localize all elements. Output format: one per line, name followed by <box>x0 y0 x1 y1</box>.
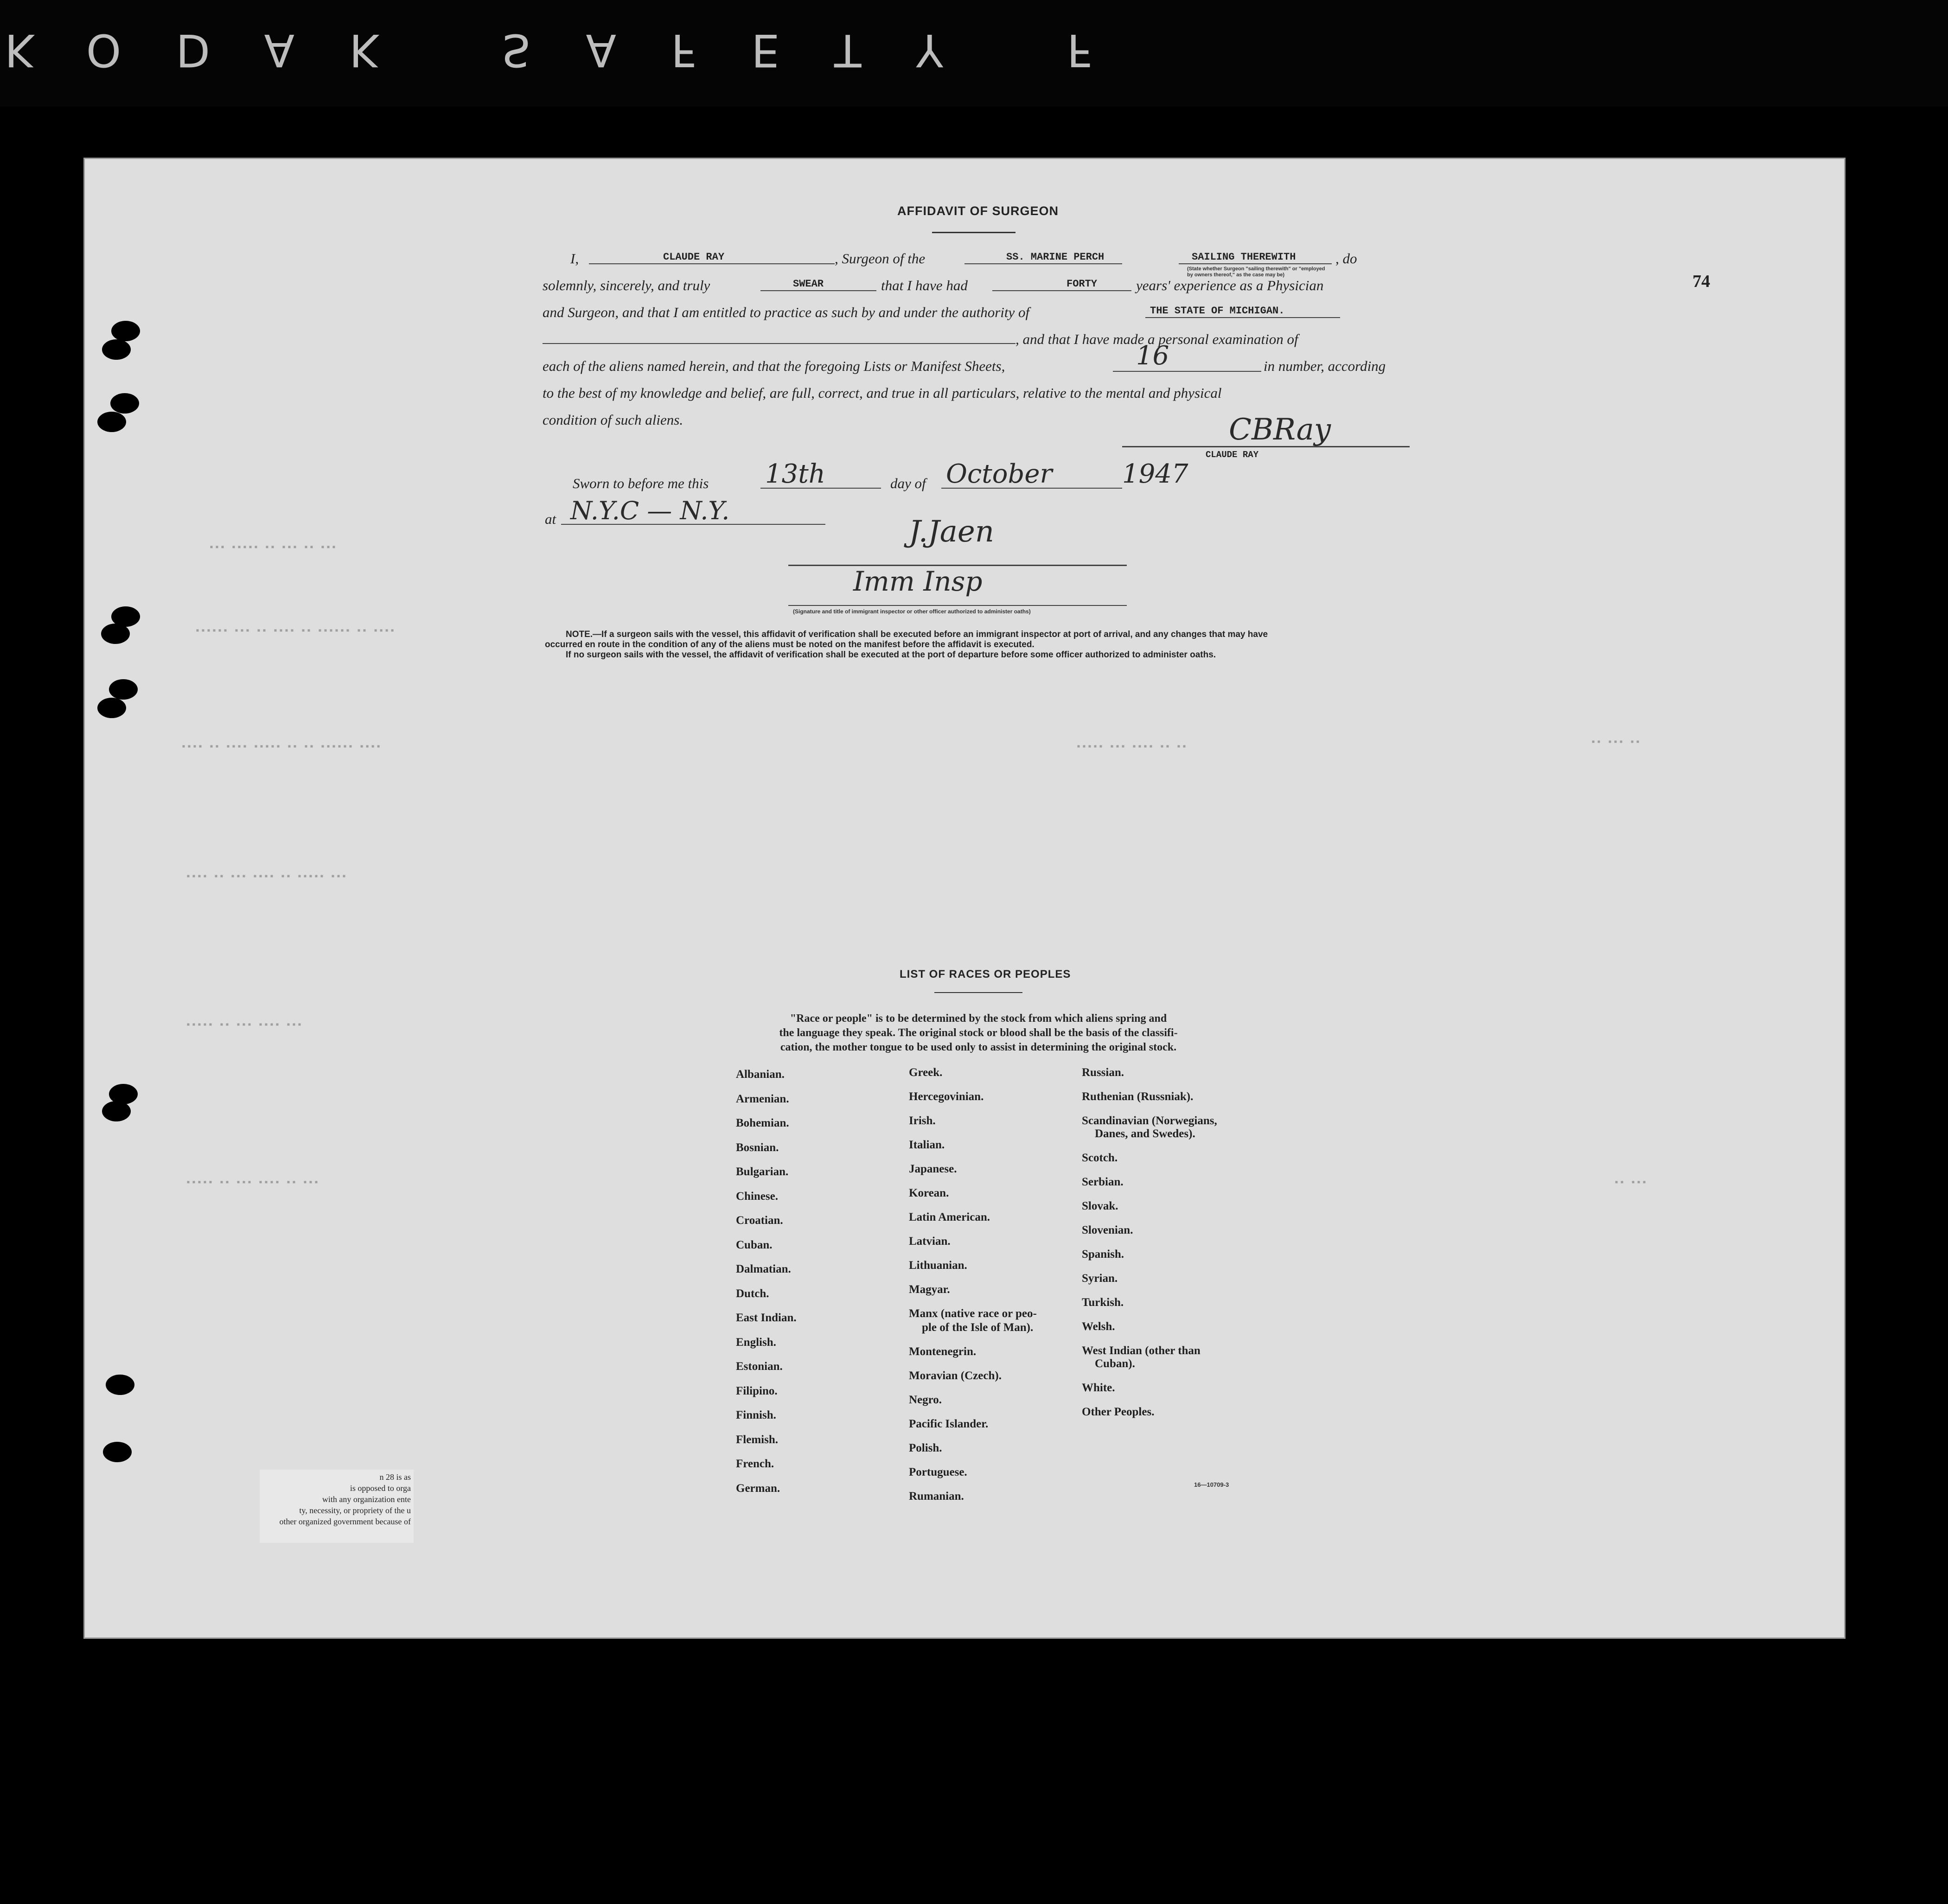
blank-line <box>543 343 1016 344</box>
document-page <box>83 158 1846 1639</box>
races-intro <box>733 1012 1224 1055</box>
race-item: White. <box>1082 1382 1115 1394</box>
licensing-authority: THE STATE OF MICHIGAN. <box>1150 305 1285 317</box>
races-column-2 <box>909 1061 1037 1509</box>
bleed-through-mark: ▪▪▪▪▪ ▪▪▪ ▪▪▪▪ ▪▪ ▪▪ <box>1076 742 1188 752</box>
sworn-day: 13th <box>765 459 825 489</box>
race-item: Finnish. <box>736 1409 776 1421</box>
race-item: Turkish. <box>1082 1296 1124 1309</box>
punch-hole <box>101 624 130 644</box>
blank-line <box>589 263 835 264</box>
race-item: Pacific Islander. <box>909 1418 989 1430</box>
race-item: Slovenian. <box>1082 1224 1133 1236</box>
blank-line <box>1113 371 1261 372</box>
fragment-text: ty, necessity, or propriety of the u <box>299 1506 411 1515</box>
surgeon-name: CLAUDE RAY <box>663 251 725 263</box>
affidavit-text: years' experience as a Physician <box>1136 277 1324 293</box>
affidavit-text: solemnly, sincerely, and truly <box>543 277 710 293</box>
fragment-text: n 28 is as <box>379 1472 411 1482</box>
race-item: Flemish. <box>736 1433 778 1446</box>
race-item: Albanian. <box>736 1068 785 1081</box>
race-item: Greek. <box>909 1066 943 1079</box>
race-item: Portuguese. <box>909 1466 967 1478</box>
race-item: Scotch. <box>1082 1152 1118 1164</box>
affidavit-text: Sworn to before me this <box>573 475 709 491</box>
race-item: Filipino. <box>736 1384 778 1397</box>
affidavit-text: , do <box>1335 250 1357 267</box>
affidavit-text: condition of such aliens. <box>543 412 683 428</box>
officer-caption: (Signature and title of immigrant inspector or other officer authorized to administer oaths) <box>793 608 1031 615</box>
race-item: Bosnian. <box>736 1141 779 1154</box>
race-item: East Indian. <box>736 1312 797 1324</box>
race-item: Serbian. <box>1082 1176 1124 1188</box>
punch-hole <box>109 679 138 700</box>
race-item: Estonian. <box>736 1360 783 1373</box>
punch-hole <box>106 1375 134 1395</box>
race-item: Bulgarian. <box>736 1165 789 1178</box>
race-item: Russian. <box>1082 1066 1124 1079</box>
race-item: Italian. <box>909 1139 945 1151</box>
affidavit-text: , Surgeon of the <box>835 250 926 267</box>
signature-line <box>788 605 1127 606</box>
punch-hole <box>103 1442 132 1462</box>
page-number: 74 <box>1693 272 1710 291</box>
race-item: Rumanian. <box>909 1490 964 1503</box>
race-item: West Indian (other than <box>1082 1344 1201 1357</box>
race-item: Hercegovinian. <box>909 1090 984 1103</box>
sheet-count: 16 <box>1136 341 1169 371</box>
race-item-continued: ple of the Isle of Man). <box>922 1321 1034 1334</box>
affidavit-text: , and that I have made a personal examination of <box>1016 331 1298 347</box>
race-item: Welsh. <box>1082 1320 1115 1333</box>
race-item: Spanish. <box>1082 1248 1124 1261</box>
form-number: 16—10709-3 <box>1194 1481 1229 1488</box>
race-item: Cuban. <box>736 1238 773 1251</box>
race-item: Lithuanian. <box>909 1259 967 1272</box>
status-note: (State whether Surgeon "sailing therewith" or "employed by owners thereof," as the case may be) <box>1187 266 1325 278</box>
race-item: Negro. <box>909 1394 942 1406</box>
years-experience: FORTY <box>1067 278 1098 290</box>
race-item: Korean. <box>909 1187 949 1199</box>
race-item: Moravian (Czech). <box>909 1369 1002 1382</box>
title-underline <box>934 992 1022 993</box>
affidavit-text: I, <box>570 250 579 267</box>
races-column-1 <box>736 1063 797 1501</box>
affidavit-note: If no surgeon sails with the vessel, the affidavit of verification shall be executed at the port of departure before some officer authorized to administer oaths. <box>566 650 1216 660</box>
punch-hole <box>97 698 126 718</box>
bleed-through-mark: ▪▪▪▪▪▪ ▪▪▪ ▪▪ ▪▪▪▪ ▪▪ ▪▪▪▪▪▪ ▪▪ ▪▪▪▪ <box>195 626 396 637</box>
punch-hole <box>102 1101 131 1121</box>
races-intro-line: "Race or people" is to be determined by the stock from which aliens spring and <box>790 1012 1167 1025</box>
fragment-text: is opposed to orga <box>350 1484 411 1493</box>
race-item: Slovak. <box>1082 1200 1118 1212</box>
affidavit-title: AFFIDAVIT OF SURGEON <box>897 204 1059 218</box>
punch-hole <box>110 393 139 414</box>
races-column-3 <box>1082 1061 1217 1424</box>
film-edge <box>0 0 1948 107</box>
affidavit-text: to the best of my knowledge and belief, are full, correct, and true in all particulars, relative to the mental and physical <box>543 385 1222 401</box>
title-underline <box>932 232 1016 233</box>
officer-title-signature: Imm Insp <box>853 566 983 597</box>
bleed-through-mark: ▪▪ ▪▪▪ ▪▪ <box>1590 737 1641 748</box>
race-item: English. <box>736 1336 776 1349</box>
punch-hole <box>111 321 140 341</box>
affidavit-note: NOTE.—If a surgeon sails with the vessel, this affidavit of verification shall be executed before an immigrant inspector at port of arrival, and any changes that may have <box>566 630 1268 639</box>
affidavit-text: and Surgeon, and that I am entitled to practice as such by and under the authority of <box>543 304 1030 320</box>
film-edge-text: KODAK SAFETY F <box>5 24 1147 76</box>
sworn-year: 1947 <box>1122 459 1188 489</box>
bleed-through-mark: ▪▪▪▪▪ ▪▪ ▪▪▪ ▪▪▪▪ ▪▪ ▪▪▪ <box>185 1178 319 1188</box>
race-item: Latvian. <box>909 1235 951 1248</box>
punch-hole <box>102 339 131 360</box>
race-item: Irish. <box>909 1114 936 1127</box>
race-item: Scandinavian (Norwegians, <box>1082 1114 1217 1127</box>
race-item: Dalmatian. <box>736 1263 791 1275</box>
sworn-place: N.Y.C — N.Y. <box>570 496 730 525</box>
bleed-through-mark: ▪▪▪ ▪▪▪▪▪ ▪▪ ▪▪▪ ▪▪ ▪▪▪ <box>209 542 337 553</box>
race-item: Armenian. <box>736 1092 789 1105</box>
surgeon-signature: CBRay <box>1229 413 1331 447</box>
race-item: Latin American. <box>909 1211 990 1223</box>
fragment-text: with any organization ente <box>322 1495 411 1504</box>
race-item: Magyar. <box>909 1283 950 1296</box>
affidavit-text: at <box>545 511 556 527</box>
race-item: Bohemian. <box>736 1117 789 1129</box>
race-item: Manx (native race or peo- <box>909 1307 1037 1320</box>
blank-line <box>992 290 1131 291</box>
affidavit-text: that I have had <box>881 277 968 293</box>
race-item: Polish. <box>909 1442 942 1454</box>
blank-line <box>760 290 876 291</box>
signature-line <box>1122 446 1410 447</box>
affidavit-text: day of <box>890 475 926 491</box>
race-item: French. <box>736 1458 774 1470</box>
bleed-through-mark: ▪▪ ▪▪▪ <box>1614 1178 1648 1188</box>
races-intro-line: cation, the mother tongue to be used only to assist in determining the original stock. <box>780 1041 1177 1053</box>
affidavit-text: in number, according <box>1264 358 1386 374</box>
race-item-continued: Danes, and Swedes). <box>1095 1127 1195 1140</box>
race-item: Ruthenian (Russniak). <box>1082 1090 1194 1103</box>
bleed-through-mark: ▪▪▪▪ ▪▪ ▪▪▪▪ ▪▪▪▪▪ ▪▪ ▪▪ ▪▪▪▪▪▪ ▪▪▪▪ <box>181 742 382 752</box>
officer-signature: J.Jaen <box>909 515 994 549</box>
race-item: Syrian. <box>1082 1272 1118 1285</box>
blank-line <box>1145 317 1340 318</box>
bleed-through-mark: ▪▪▪▪ ▪▪ ▪▪▪ ▪▪▪▪ ▪▪ ▪▪▪▪▪ ▪▪▪ <box>185 872 347 882</box>
oath-type: SWEAR <box>793 278 824 290</box>
race-item: Chinese. <box>736 1190 778 1203</box>
bleed-through-mark: ▪▪▪▪▪ ▪▪ ▪▪▪ ▪▪▪▪ ▪▪▪ <box>185 1020 303 1031</box>
blank-line <box>964 263 1122 264</box>
race-item-continued: Cuban). <box>1095 1357 1135 1370</box>
affidavit-note: occurred en route in the condition of any of the aliens must be noted on the manifest before the affidavit is executed. <box>545 640 1035 650</box>
race-item: Dutch. <box>736 1287 769 1300</box>
punch-hole <box>97 412 126 432</box>
affidavit-text: each of the aliens named herein, and that the foregoing Lists or Manifest Sheets, <box>543 358 1005 374</box>
race-item: Croatian. <box>736 1214 783 1227</box>
race-item: Japanese. <box>909 1163 957 1175</box>
sworn-month: October <box>946 459 1053 489</box>
race-item: Other Peoples. <box>1082 1406 1155 1418</box>
blank-line <box>1179 263 1332 264</box>
races-intro-line: the language they speak. The original stock or blood shall be the basis of the classifi- <box>779 1027 1178 1039</box>
surgeon-status: SAILING THEREWITH <box>1192 251 1296 263</box>
races-title: LIST OF RACES OR PEOPLES <box>900 968 1071 981</box>
vessel-name: SS. MARINE PERCH <box>1006 251 1105 263</box>
race-item: Montenegrin. <box>909 1345 977 1358</box>
surgeon-typed-name: CLAUDE RAY <box>1206 450 1259 460</box>
race-item: German. <box>736 1482 780 1495</box>
fragment-text: other organized government because of <box>279 1517 411 1526</box>
overlapping-paper-fragment <box>260 1470 414 1543</box>
